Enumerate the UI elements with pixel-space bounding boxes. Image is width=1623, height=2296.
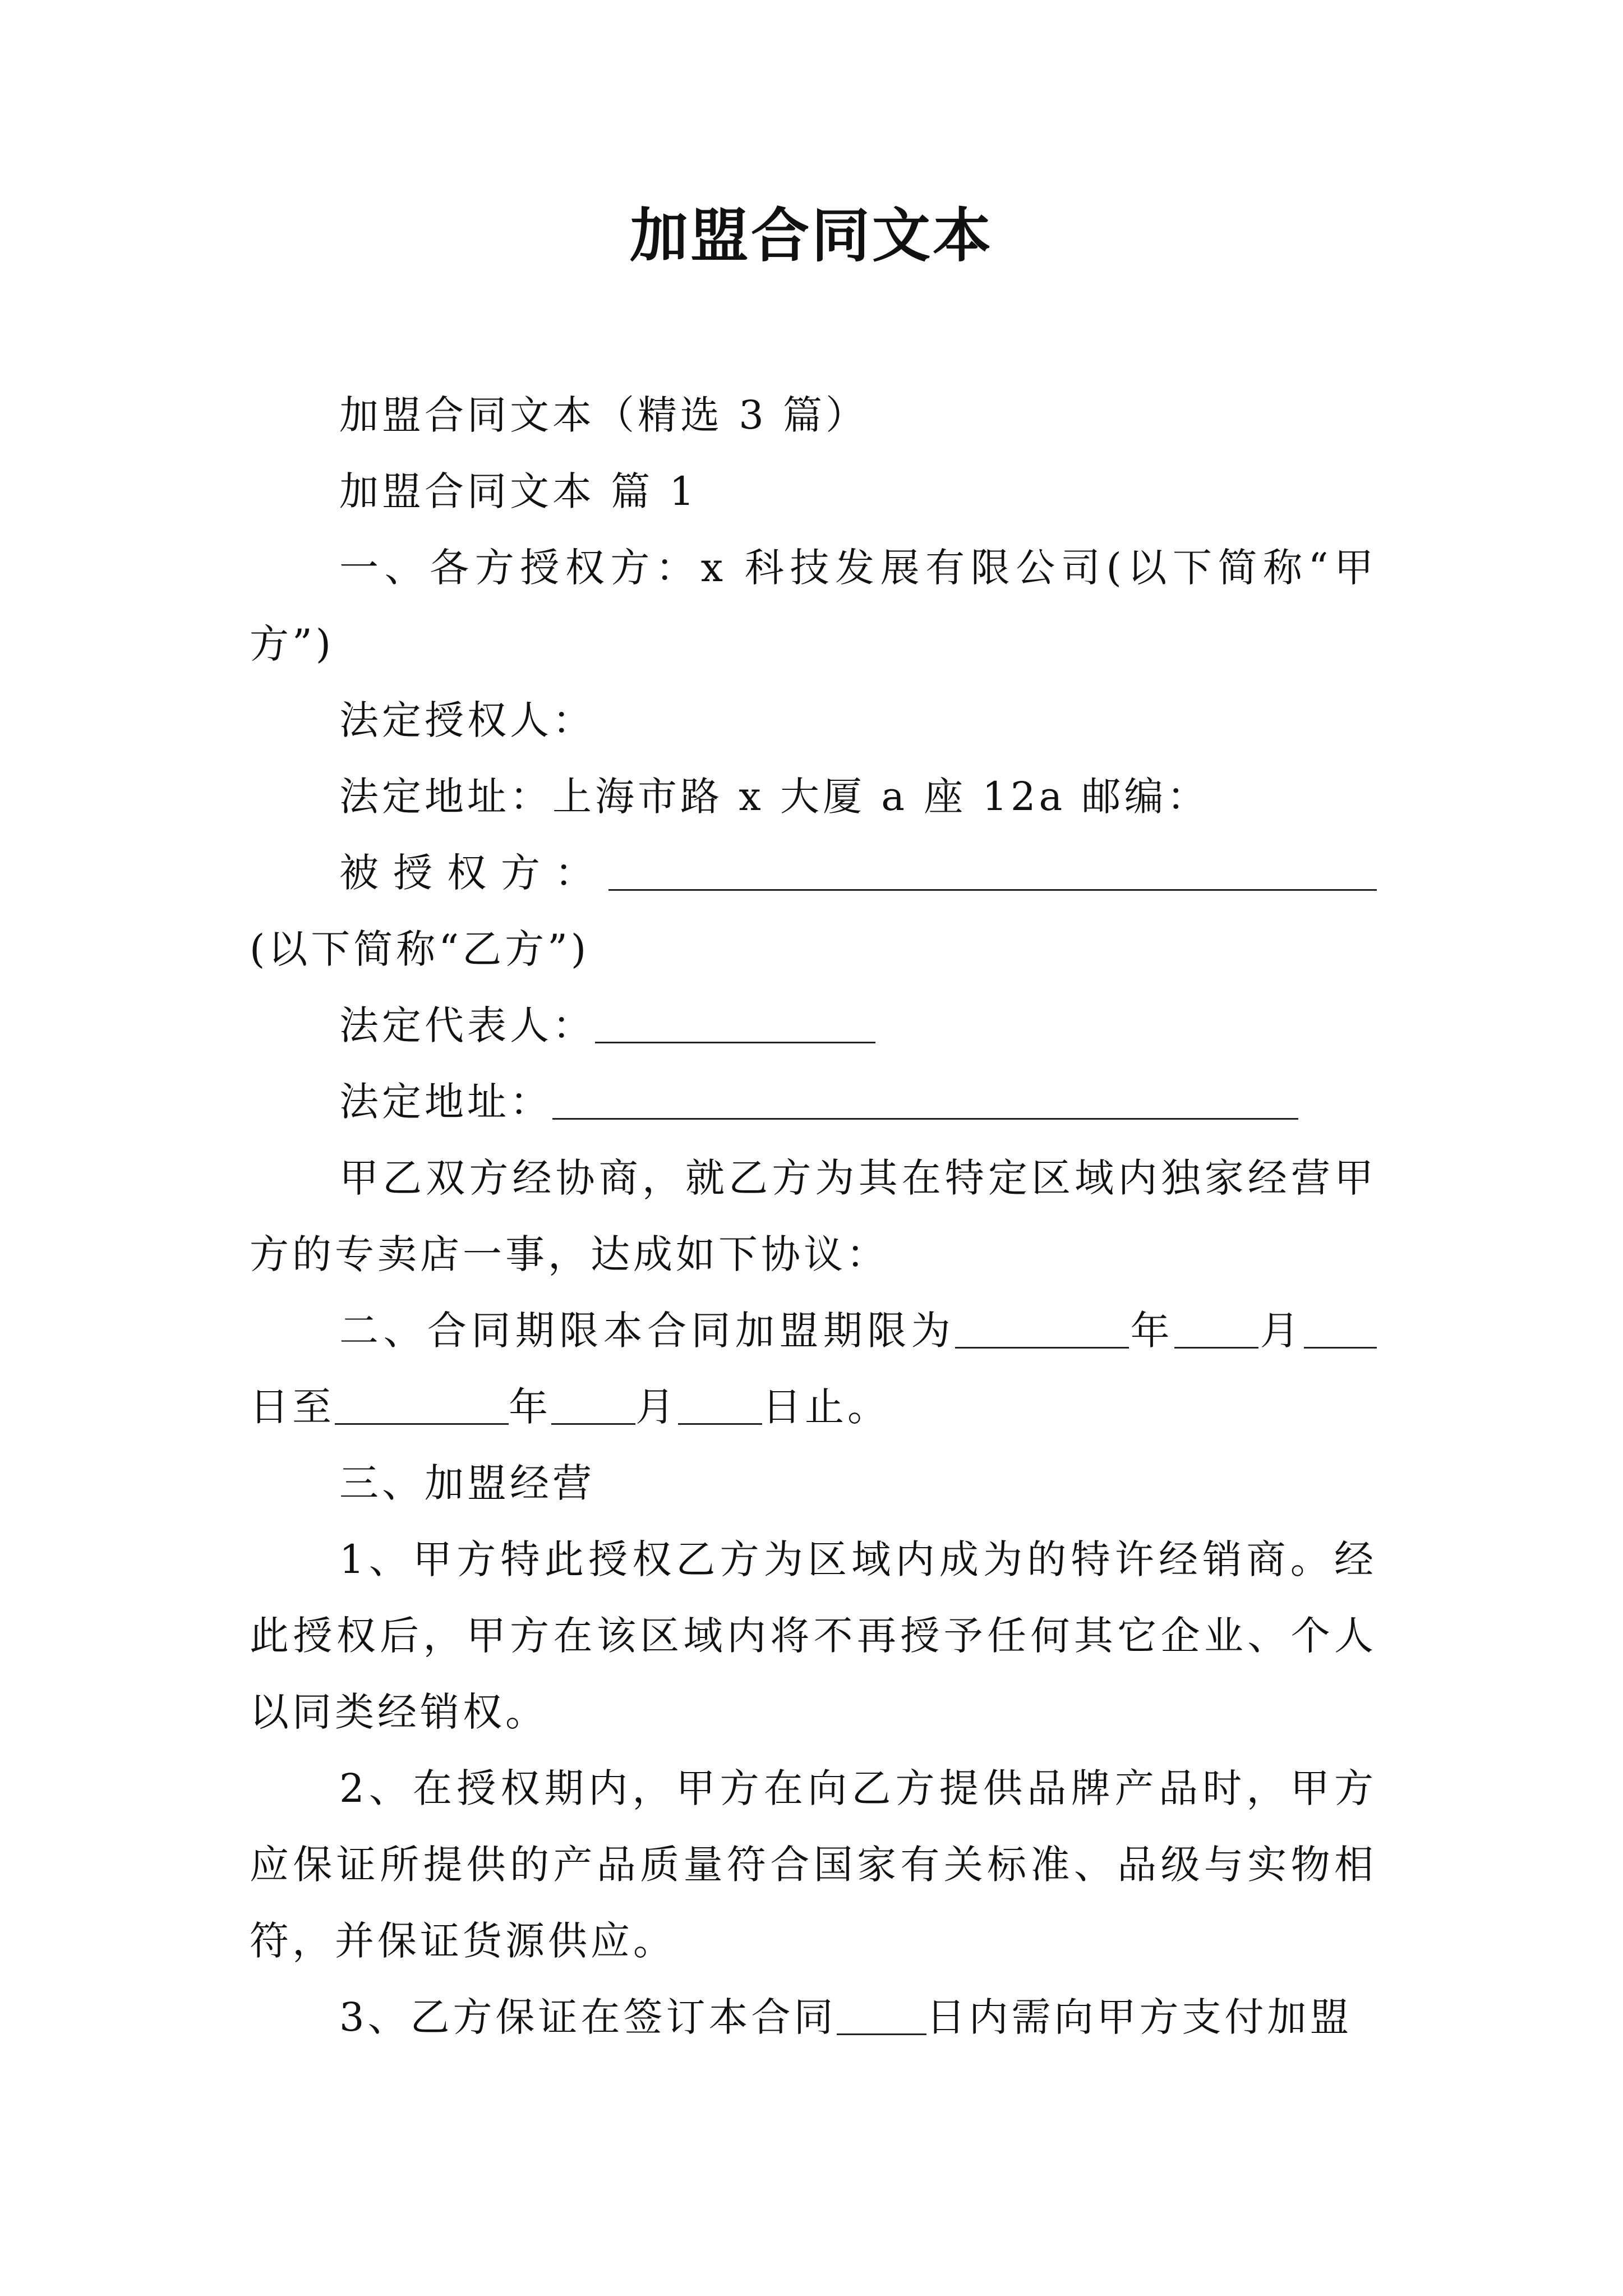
- section-heading: 加盟合同文本 篇 1: [339, 468, 698, 514]
- legal-address-b-label: 法定地址：: [339, 1079, 552, 1125]
- legal-address-b-line: [250, 1064, 1377, 1140]
- franchise-heading: 三、加盟经营: [339, 1460, 595, 1506]
- party-a-paragraph: 一、各方授权方：x 科技发展有限公司(以下简称“甲方”): [250, 545, 1377, 667]
- item-3-prefix: 3、乙方保证在签订本合同: [339, 1994, 837, 2040]
- term-month-label: 月: [1258, 1308, 1304, 1354]
- legal-address-a-line: 法定地址：上海市路 x 大厦 a 座 12a 邮编：: [339, 774, 1210, 820]
- term-start-day-blank: [1304, 1312, 1377, 1349]
- subtitle: 加盟合同文本（精选 3 篇）: [339, 392, 869, 438]
- term-start-month-blank: [1174, 1312, 1258, 1349]
- item-3: [250, 1979, 1377, 2055]
- legal-rep-label: 法定代表人：: [339, 1002, 595, 1048]
- legal-rep-blank: [595, 1006, 875, 1043]
- term-year-label: 年: [1129, 1308, 1175, 1354]
- party-b-label: 被授权方：: [339, 850, 608, 896]
- legal-rep-line: [250, 987, 1377, 1064]
- item-2: 2、在授权期内，甲方在向乙方提供品牌产品时，甲方应保证所提供的产品质量符合国家有关标准、品级与实物相符，并保证货源供应。: [250, 1765, 1377, 1964]
- term-year-label-2: 年: [509, 1384, 551, 1430]
- negotiation-paragraph: 甲乙双方经协商，就乙方为其在特定区域内独家经营甲方的专卖店一事，达成如下协议：: [250, 1155, 1377, 1277]
- term-day-to-label: 日至: [250, 1384, 335, 1430]
- term-end-month-blank: [551, 1388, 635, 1425]
- legal-authorizer-line: 法定授权人：: [339, 697, 595, 743]
- item-3-suffix: 日内需向甲方支付加盟: [926, 1994, 1353, 2040]
- party-b-blank: [608, 854, 1377, 891]
- term-paragraph: [250, 1292, 1377, 1445]
- party-b-paragraph: [250, 835, 1377, 987]
- item-1: 1、甲方特此授权乙方为区域内成为的特许经销商。经此授权后，甲方在该区域内将不再授予任何其它企业、个人以同类经销权。: [250, 1536, 1377, 1735]
- item-3-days-blank: [837, 1998, 926, 2035]
- document-title: 加盟合同文本: [629, 201, 993, 270]
- term-month-label-2: 月: [635, 1384, 678, 1430]
- term-start-year-blank: [955, 1312, 1129, 1349]
- term-day-end-label: 日止。: [762, 1384, 890, 1430]
- term-end-day-blank: [678, 1388, 762, 1425]
- term-prefix: 二、合同期限本合同加盟期限为: [339, 1308, 956, 1354]
- term-end-year-blank: [335, 1388, 509, 1425]
- party-b-suffix: (以下简称“乙方”): [250, 926, 590, 972]
- legal-address-b-blank: [552, 1083, 1298, 1120]
- document-body: [250, 377, 1377, 2055]
